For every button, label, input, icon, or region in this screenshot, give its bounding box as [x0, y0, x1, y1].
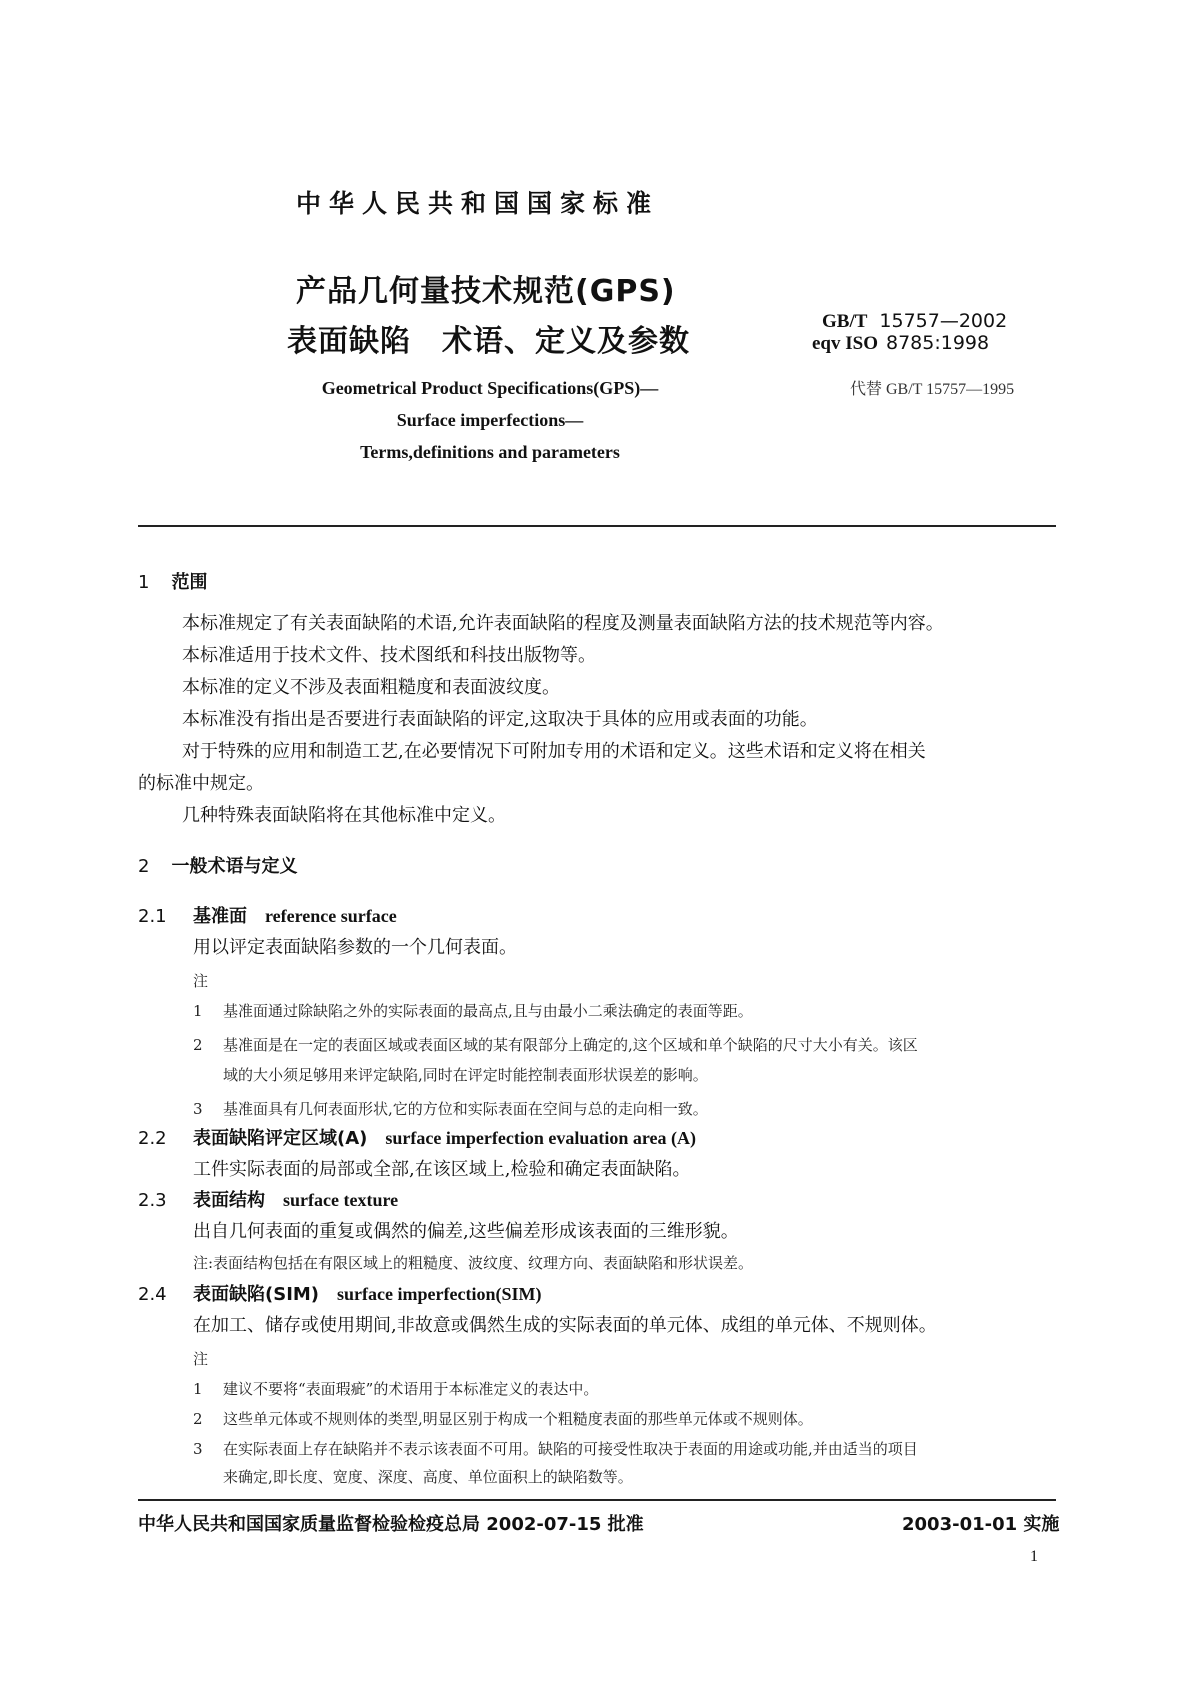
term-2-3-note: 注:表面结构包括在有限区域上的粗糙度、波纹度、纹理方向、表面缺陷和形状误差。 [193, 1254, 754, 1272]
scope-paragraph-2: 本标准适用于技术文件、技术图纸和科技出版物等。 [182, 645, 596, 666]
english-title-line2: Surface imperfections— [396, 410, 584, 430]
term-2-1-definition: 用以评定表面缺陷参数的一个几何表面。 [193, 937, 517, 958]
scope-paragraph-5: 对于特殊的应用和制造工艺,在必要情况下可附加专用的术语和定义。这些术语和定义将在相关 [182, 741, 926, 762]
term-2-4-note-2: 2 这些单元体或不规则体的类型,明显区别于构成一个粗糙度表面的那些单元体或不规则体。 [193, 1410, 813, 1428]
term-2-4-note-3-cont: 来确定,即长度、宽度、深度、高度、单位面积上的缺陷数等。 [223, 1468, 633, 1486]
scope-paragraph-5-cont: 的标准中规定。 [138, 773, 264, 794]
term-2-1-note-2-cont: 域的大小须足够用来评定缺陷,同时在评定时能控制表面形状误差的影响。 [223, 1066, 708, 1084]
term-2-4-note-3: 3 在实际表面上存在缺陷并不表示该表面不可用。缺陷的可接受性取决于表面的用途或功能,并由适当的项目 [193, 1440, 918, 1458]
effective-date: 2003-01-01 实施 [902, 1514, 1060, 1535]
term-2-1-note-2: 2 基准面是在一定的表面区域或表面区域的某有限部分上确定的,这个区域和单个缺陷的尺寸大小有关。该区 [193, 1036, 918, 1054]
term-2-4-number: 2.4 [138, 1284, 167, 1305]
standard-code-number: 15757—2002 [879, 310, 1008, 332]
term-2-3-number: 2.3 [138, 1190, 167, 1211]
footer-divider [138, 1499, 1056, 1501]
section-1-number: 1 [138, 572, 150, 593]
term-2-4-english: surface imperfection(SIM) [337, 1284, 542, 1304]
term-2-3-english: surface texture [283, 1190, 399, 1210]
term-2-4-definition: 在加工、储存或使用期间,非故意或偶然生成的实际表面的单元体、成组的单元体、不规则体。 [193, 1315, 937, 1336]
term-2-1-chinese: 基准面 [193, 906, 247, 927]
scope-paragraph-6: 几种特殊表面缺陷将在其他标准中定义。 [182, 805, 506, 826]
eqv-prefix: eqv ISO [812, 333, 878, 354]
document-title-line2: 表面缺陷 术语、定义及参数 [287, 324, 690, 359]
term-2-4-chinese: 表面缺陷(SIM) [193, 1284, 320, 1305]
term-2-1 [138, 902, 397, 928]
term-2-3 [138, 1186, 398, 1212]
section-2-title: 一般术语与定义 [171, 856, 298, 877]
national-standard-heading: 中华人民共和国国家标准 [296, 189, 660, 218]
section-2-heading [138, 852, 297, 878]
english-title-line1: Geometrical Product Specifications(GPS)— [321, 378, 659, 398]
header-divider [138, 525, 1056, 527]
standard-code [822, 310, 1007, 333]
scope-paragraph-4: 本标准没有指出是否要进行表面缺陷的评定,这取决于具体的应用或表面的功能。 [182, 709, 818, 730]
term-2-2-definition: 工件实际表面的局部或全部,在该区域上,检验和确定表面缺陷。 [193, 1159, 691, 1180]
term-2-2-chinese: 表面缺陷评定区域(A) [193, 1128, 368, 1149]
eqv-number: 8785:1998 [886, 332, 990, 354]
term-2-2-number: 2.2 [138, 1128, 167, 1149]
section-1-title: 范围 [171, 572, 208, 593]
term-2-4 [138, 1280, 541, 1306]
approval-statement: 中华人民共和国国家质量监督检验检疫总局 2002-07-15 批准 [138, 1514, 644, 1535]
english-title-line3: Terms,definitions and parameters [360, 442, 620, 462]
equivalent-standard [812, 332, 989, 355]
term-2-4-note-label: 注 [193, 1350, 209, 1368]
replaces-standard: 代替 GB/T 15757—1995 [850, 381, 1015, 398]
term-2-1-note-1: 1 基准面通过除缺陷之外的实际表面的最高点,且与由最小二乘法确定的表面等距。 [193, 1002, 753, 1020]
term-2-3-definition: 出自几何表面的重复或偶然的偏差,这些偏差形成该表面的三维形貌。 [193, 1221, 739, 1242]
scope-paragraph-1: 本标准规定了有关表面缺陷的术语,允许表面缺陷的程度及测量表面缺陷方法的技术规范等内容。 [182, 613, 944, 634]
term-2-1-note-label: 注 [193, 972, 209, 990]
term-2-3-chinese: 表面结构 [193, 1190, 265, 1211]
standard-code-prefix: GB/T [822, 311, 868, 332]
section-2-number: 2 [138, 856, 150, 877]
term-2-4-note-1: 1 建议不要将“表面瑕疵”的术语用于本标准定义的表达中。 [193, 1380, 599, 1398]
document-title-line1: 产品几何量技术规范(GPS) [296, 274, 676, 309]
term-2-1-number: 2.1 [138, 906, 167, 927]
term-2-1-english: reference surface [265, 906, 397, 926]
scope-paragraph-3: 本标准的定义不涉及表面粗糙度和表面波纹度。 [182, 677, 560, 698]
term-2-1-note-3: 3 基准面具有几何表面形状,它的方位和实际表面在空间与总的走向相一致。 [193, 1100, 708, 1118]
term-2-2-english: surface imperfection evaluation area (A) [385, 1128, 696, 1148]
page-number: 1 [1030, 1548, 1038, 1565]
term-2-2 [138, 1124, 696, 1150]
section-1-heading [138, 568, 207, 594]
